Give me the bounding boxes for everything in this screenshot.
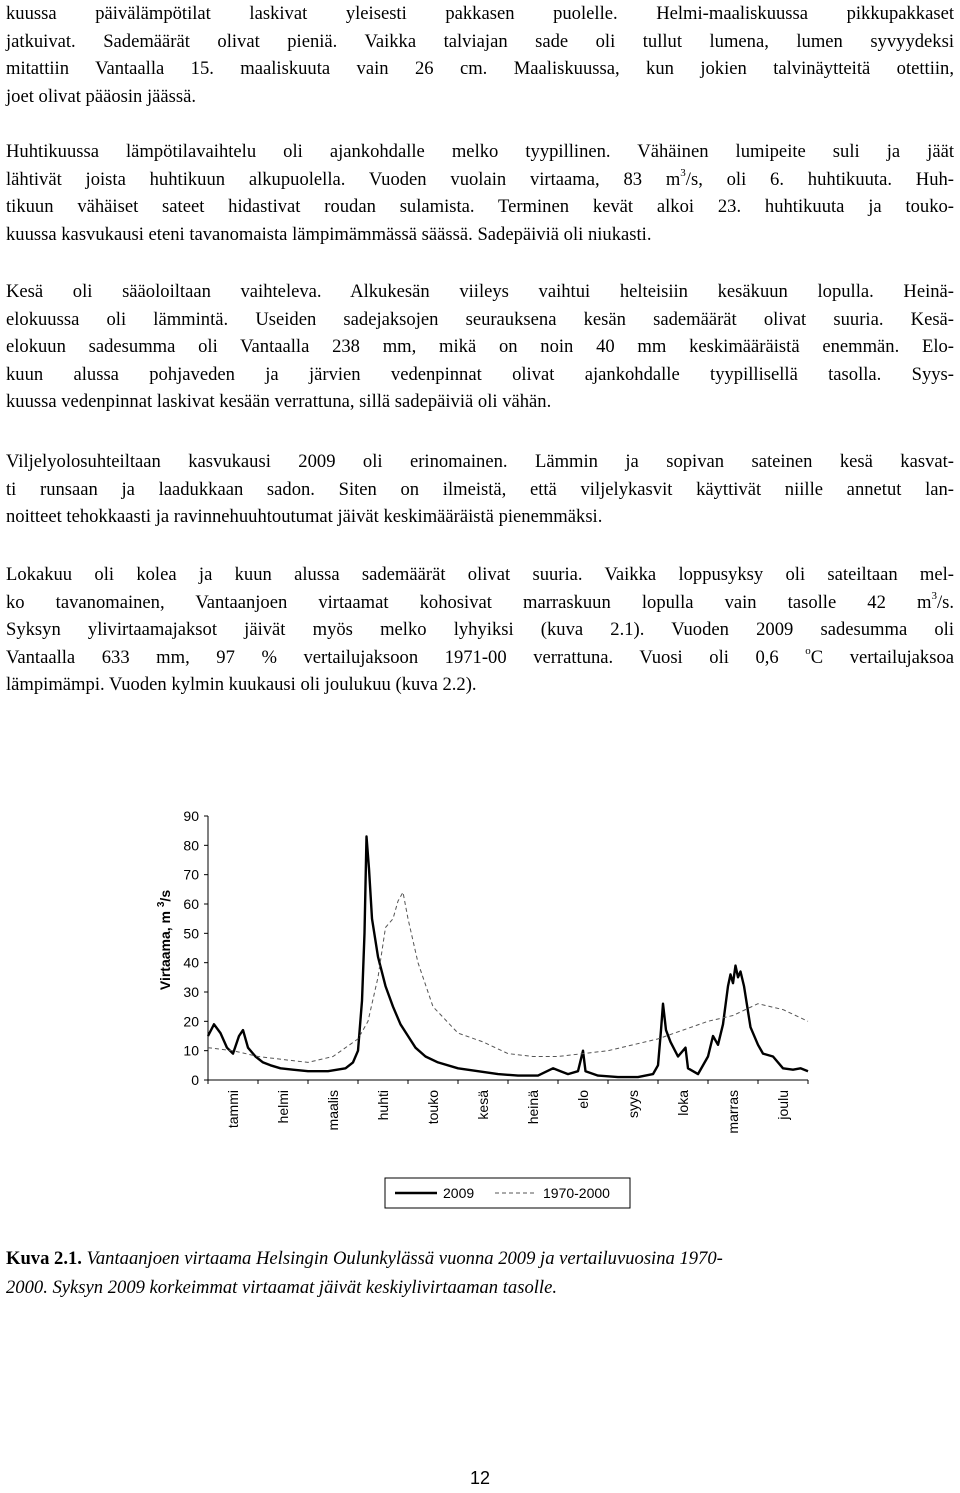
text-line: tikuun vähäiset sateet hidastivat roudan sulamista. Terminen kevät alkoi 23. huhtikuuta ja touko-: [6, 196, 954, 218]
x-tick-label: helmi: [275, 1090, 291, 1124]
y-tick-label: 80: [183, 837, 199, 854]
text-line: elokuussa oli lämmintä. Useiden sadejaksojen seurauksena kesän sademäärät olivat suuria. Kesä-: [6, 308, 954, 330]
paragraph-5: [6, 561, 954, 699]
y-tick-label: 30: [183, 984, 199, 1000]
series-line-2009: [208, 837, 808, 1078]
x-tick-label: loka: [675, 1090, 691, 1116]
x-tick-labels: [225, 1090, 791, 1134]
x-tick-label: joulu: [775, 1090, 791, 1120]
text-line: Huhtikuussa lämpötilavaihtelu oli ajankohdalle melko tyypillinen. Vähäinen lumipeite suli ja jäät: [6, 141, 954, 162]
x-tick-label: heinä: [525, 1090, 541, 1125]
y-tick-labels: [183, 808, 199, 1088]
x-tick-label: touko: [425, 1090, 441, 1125]
paragraph-4: [6, 448, 954, 531]
y-axis-label: [156, 890, 173, 990]
text-line: kuussa kasvukausi eteni tavanomaista lämpimämmässä säässä. Sadepäiviä oli niukasti.: [6, 223, 652, 245]
paragraph-1: [6, 0, 954, 110]
y-tick-label: 20: [183, 1013, 199, 1030]
text-line: kuun alussa pohjaveden ja järvien vedenpinnat olivat ajankohdalle tyypillisellä tasolla. Syys-: [6, 363, 954, 385]
x-tick-label: huhti: [375, 1090, 391, 1121]
y-tick-label: 60: [183, 896, 199, 912]
figure-caption: [6, 1244, 954, 1302]
y-tick-label: 0: [191, 1072, 199, 1088]
chart-legend: [385, 1178, 630, 1208]
text-line: elokuun sadesumma oli Vantaalla 238 mm, mikä on noin 40 mm keskimääräistä enemmän. Elo-: [6, 336, 954, 358]
series-line-1970-2000: [208, 892, 808, 1062]
text-line: jatkuivat. Sademäärät olivat pieniä. Vaikka talviajan sade oli tullut lumena, lumen syvyydeksi: [6, 30, 954, 52]
caption-label: Kuva 2.1.: [6, 1248, 82, 1269]
text-line: Viljelyolosuhteiltaan kasvukausi 2009 oli erinomainen. Lämmin ja sopivan sateinen kesä kasvat-: [6, 451, 954, 472]
text-line: Syksyn ylivirtaamajaksot jäivät myös melko lyhyiksi (kuva 2.1). Vuoden 2009 sadesumma oli: [6, 619, 954, 641]
text-line: Vantaalla 633 mm, 97 % vertailujaksoon 1971-00 verrattuna. Vuosi oli 0,6 $^o$C vertailujaksoa: [6, 644, 955, 668]
paragraph-2: [6, 138, 954, 248]
text-line: joet olivat pääosin jäässä.: [6, 85, 197, 107]
text-line: kuussa vedenpinnat laskivat kesään verrattuna, sillä sadepäiviä oli vähän.: [6, 391, 552, 413]
paragraph-3: [6, 278, 954, 416]
x-tick-label: tammi: [225, 1090, 241, 1129]
x-tick-label: elo: [575, 1090, 591, 1109]
text-line: ti runsaan ja laadukkaan sadon. Siten on ilmeistä, että viljelykasvit käyttivät niille annetut lan-: [6, 478, 954, 500]
text-line: ko tavanomainen, Vantaanjoen virtaamat kohosivat marraskuun lopulla vain tasolle 42 $m^3/s$.: [6, 589, 954, 613]
caption-line-1: Kuva 2.1. Vantaanjoen virtaama Helsingin Oulunkylässä vuonna 2009 ja vertailuvuosina 1970-: [6, 1248, 723, 1269]
legend-label-2009: 2009: [443, 1185, 475, 1201]
y-tick-label: 10: [183, 1042, 199, 1059]
caption-line-2: 2000. Syksyn 2009 korkeimmat virtaamat jäivät keskiylivirtaaman tasolle.: [6, 1277, 557, 1298]
text-line: Kesä oli sääoloiltaan vaihteleva. Alkukesän viileys vaihtui helteisiin kesäkuun lopulla. Heinä-: [6, 281, 954, 302]
text-line: noitteet tehokkaasti ja ravinnehuuhtoutumat jäivät keskimääräistä pienemmäksi.: [6, 506, 603, 528]
x-tick-label: maalis: [325, 1090, 341, 1131]
y-axis-title: Virtaama, m $^3$/s: [156, 889, 173, 991]
text-line: lämpimämpi. Vuoden kylmin kuukausi oli joulukuu (kuva 2.2).: [6, 674, 477, 696]
y-tick-label: 40: [183, 954, 199, 971]
text-line: Lokakuu oli kolea ja kuun alussa sademäärät olivat suuria. Vaikka loppusyksy oli sateiltaan mel-: [6, 564, 954, 585]
page-number: 12: [469, 1468, 491, 1488]
y-tick-label: 50: [183, 925, 199, 942]
text-line: kuussa päivälämpötilat laskivat yleisesti pakkasen puolelle. Helmi-maaliskuussa pikkupakkaset: [6, 3, 954, 24]
x-tick-label: syys: [625, 1090, 641, 1118]
text-line: lähtivät joista huhtikuun alkupuolella. Vuoden vuolain virtaama, 83 $m^3/s$, oli 6. huhtikuuta. Huh-: [6, 166, 954, 190]
flow-chart: [0, 790, 960, 1230]
legend-label-1970-2000: 1970-2000: [543, 1185, 610, 1201]
y-tick-label: 70: [183, 866, 199, 883]
y-tick-label: 90: [183, 808, 199, 824]
text-line: mitattiin Vantaalla 15. maaliskuuta vain 26 cm. Maaliskuussa, kun jokien talvinäytteitä otettiin,: [6, 58, 954, 80]
x-tick-label: marras: [725, 1090, 741, 1134]
chart-series: [208, 837, 808, 1078]
x-tick-label: kesä: [475, 1090, 491, 1120]
